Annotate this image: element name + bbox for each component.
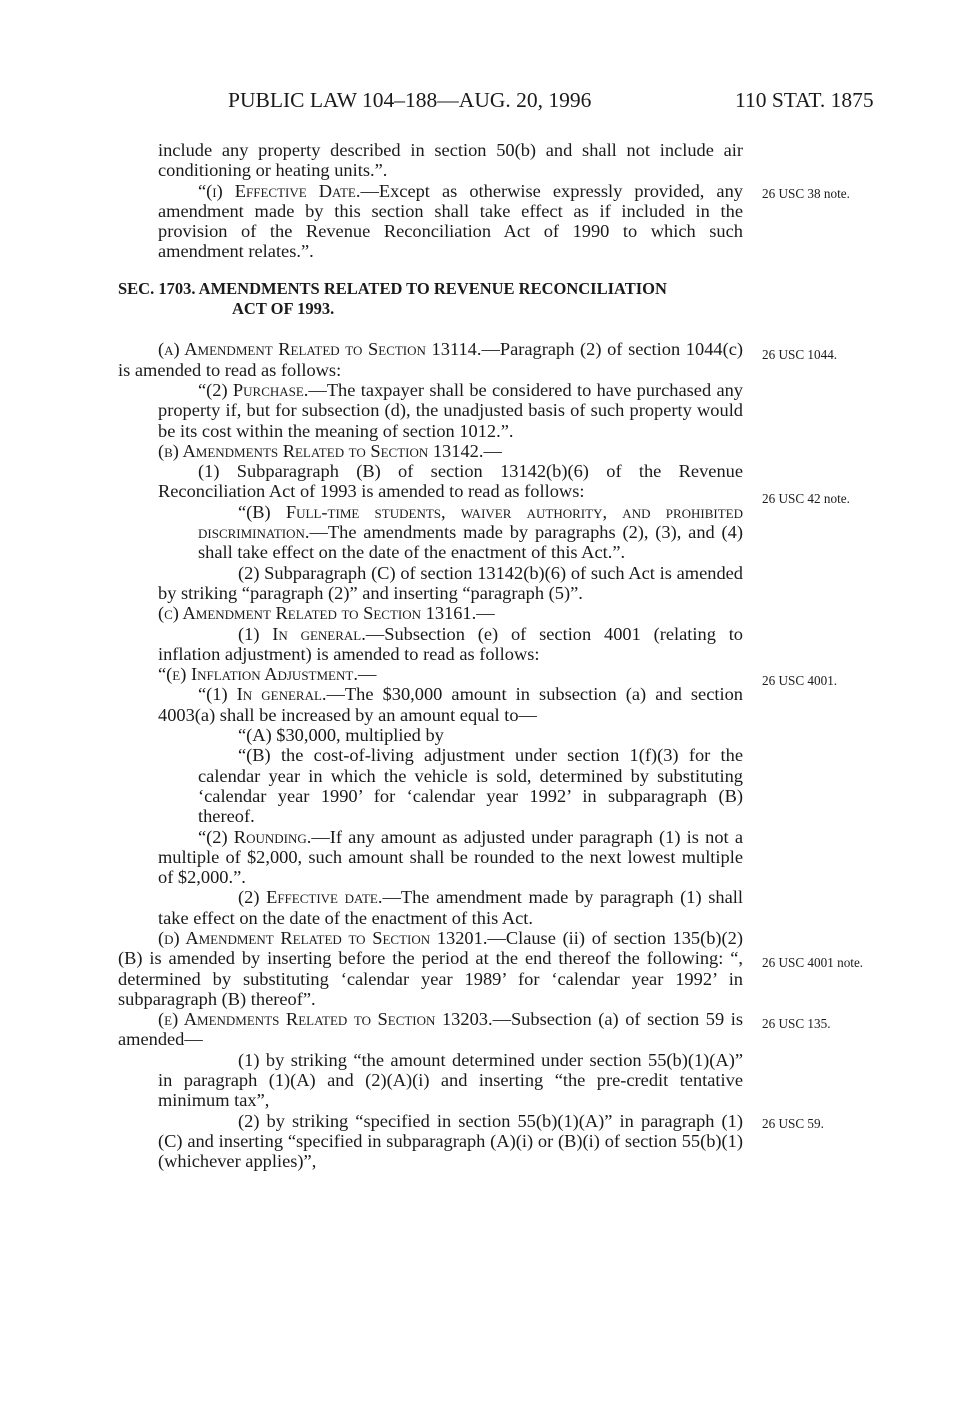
running-head-stat: 110 STAT. 1875 (735, 88, 874, 112)
paragraph-text: — (483, 440, 502, 461)
paragraph-heading: (d) Amendment Related to Section 13201. (158, 927, 488, 948)
paragraph-heading: (1) In general. (238, 623, 366, 644)
paragraph-text: —The taxpayer shall be considered to have purchased any property if, but for subsection (d), the unadjusted basis of such property would be its cost within the meaning of section 1012.”. (158, 379, 743, 441)
paragraph-text: —The amendment made by paragraph (1) shall take effect on the date of the enactment of this Act. (158, 887, 743, 928)
paragraph (118, 684, 743, 725)
paragraph (118, 1009, 743, 1050)
running-head-title: PUBLIC LAW 104–188—AUG. 20, 1996 (228, 88, 592, 112)
margin-note: 26 USC 59. (762, 1116, 824, 1131)
margin-note: 26 USC 4001. (762, 673, 838, 688)
paragraph (118, 664, 743, 684)
paragraph-text: —Clause (ii) of section 135(b)(2)(B) is amended by inserting before the period at the end thereof the following: “, determined by substituting ‘calendar year 1989’ for ‘calendar year 1992’ in subparagraph (B) thereof”. (118, 927, 744, 1009)
paragraph (118, 624, 743, 665)
paragraph-heading: (e) Amendments Related to Section 13203. (158, 1009, 493, 1030)
section-title-line: ACT OF 1993. (232, 299, 335, 319)
paragraph-heading: (c) Amendment Related to Section 13161. (158, 603, 477, 624)
paragraph-text: —If any amount as adjusted under paragraph (1) is not a multiple of $2,000, such amount shall be rounded to the next lowest multiple of $2,000.”. (158, 826, 743, 888)
paragraph-heading: “(2) Purchase. (198, 379, 309, 400)
paragraph: (2) Subparagraph (C) of section 13142(b)(6) of such Act is amended by striking “paragraph (2)” and inserting “paragraph (5)”. (158, 562, 743, 603)
paragraph-heading: (b) Amendments Related to Section 13142. (158, 440, 484, 461)
paragraph: (1) Subparagraph (B) of section 13142(b)(6) of the Revenue Reconciliation Act of 1993 is amended to read as follows: (158, 461, 743, 502)
margin-note: 26 USC 4001 note. (762, 955, 864, 970)
paragraph (118, 603, 743, 623)
section-title-line: SEC. 1703. AMENDMENTS RELATED TO REVENUE RECONCILIATION (118, 278, 667, 298)
paragraph-text: — (357, 664, 377, 685)
paragraph-text: —Except as otherwise expressly provided, any amendment made by this section shall take effect as if included in the provision of the Revenue Reconciliation Act of 1990 to which such amendment relates.”. (158, 180, 743, 262)
paragraph-heading: “(e) Inflation Adjustment. (158, 664, 358, 685)
paragraph: (2) by striking “specified in section 55(b)(1)(A)” in paragraph (1)(C) and inserting “specified in subparagraph (A)(i) or (B)(i) of section 55(b)(1) (whichever applies)”, (158, 1110, 743, 1172)
paragraph (118, 380, 743, 441)
paragraph: (1) by striking “the amount determined under section 55(b)(1)(A)” in paragraph (1)(A) and (2)(A)(i) and inserting “the pre-credit tentative minimum tax”, (158, 1049, 743, 1111)
paragraph (118, 827, 743, 888)
paragraph (118, 887, 743, 928)
paragraph: “(B) the cost-of-living adjustment under section 1(f)(3) for the calendar year in which the vehicle is sold, determined by substituting ‘calendar year 1990’ for ‘calendar year 1992’ in subparagraph (B) thereof. (198, 745, 743, 827)
paragraph-heading: “(B) Full-time students, waiver authority, and prohibited discrimination. (198, 501, 743, 543)
paragraph (118, 181, 743, 262)
paragraph-text: —Subsection (e) of section 4001 (relating to inflation adjustment) is amended to read as follows: (158, 623, 743, 664)
margin-note: 26 USC 38 note. (762, 186, 850, 201)
paragraph-text: —The amendments made by paragraphs (2), (3), and (4) shall take effect on the date of the enactment of this Act.”. (198, 522, 743, 563)
paragraph-heading: (2) Effective date. (238, 887, 383, 908)
paragraph-heading: “(2) Rounding. (198, 826, 312, 847)
margin-note: 26 USC 42 note. (762, 491, 850, 506)
paragraph: “(A) $30,000, multiplied by (238, 725, 444, 746)
section-heading (118, 279, 743, 320)
paragraph-heading: (a) Amendment Related to Section 13114. (158, 339, 482, 360)
margin-note: 26 USC 1044. (762, 347, 838, 362)
document-body (118, 140, 743, 1172)
paragraph (118, 441, 743, 461)
margin-note: 26 USC 135. (762, 1016, 831, 1031)
paragraph-heading: “(i) Effective Date. (198, 180, 361, 201)
paragraph (118, 502, 743, 563)
paragraph-text: —Subsection (a) of section 59 is amended— (118, 1009, 743, 1050)
paragraph-text: — (476, 603, 495, 624)
paragraph-heading: “(1) In general. (198, 684, 327, 705)
paragraph-text: —The $30,000 amount in subsection (a) and section 4003(a) shall be increased by an amount equal to— (158, 684, 743, 725)
paragraph (118, 928, 743, 1009)
paragraph: include any property described in section 50(b) and shall not include air conditioning or heating units.”. (158, 140, 743, 181)
paragraph (118, 339, 743, 380)
paragraph-text: —Paragraph (2) of section 1044(c) is amended to read as follows: (118, 339, 743, 380)
